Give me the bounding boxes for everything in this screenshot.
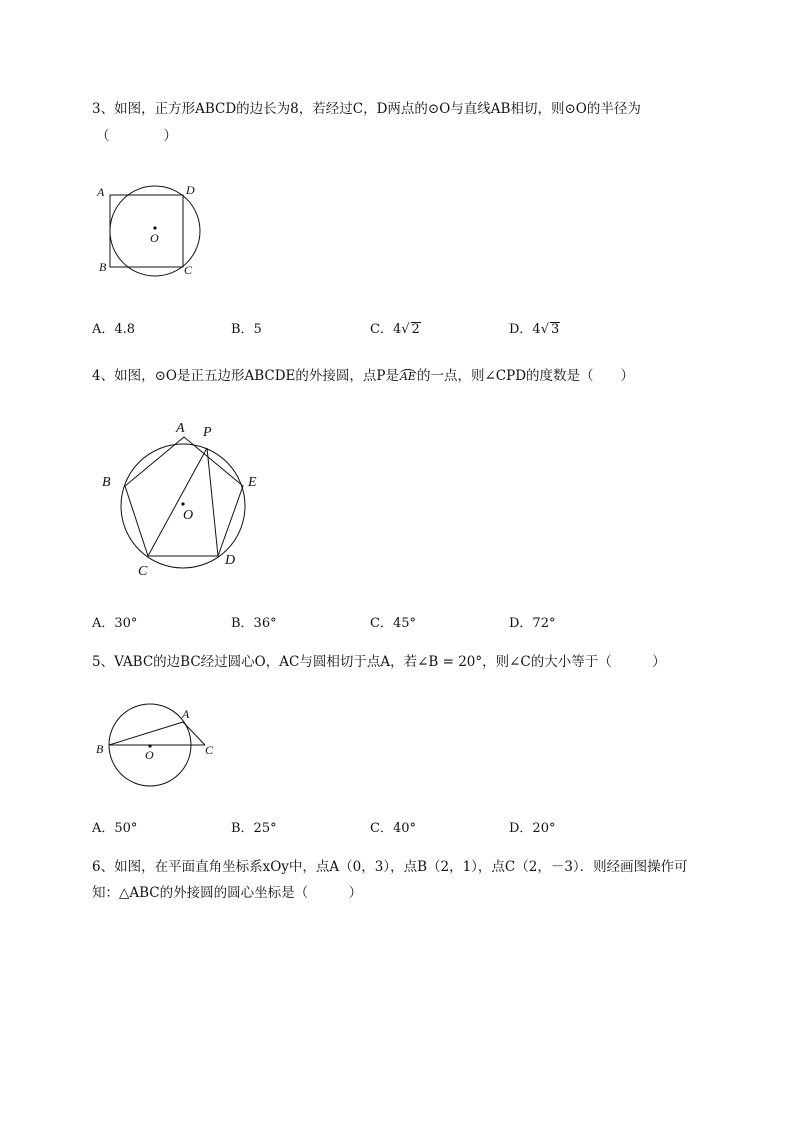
q3-option-b[interactable]: B．5 (231, 322, 262, 337)
q4-circle-o (121, 444, 245, 568)
q4-pentagon-abcde (125, 437, 243, 556)
q4-option-a[interactable]: A．30° (92, 616, 138, 631)
q4-options (92, 612, 732, 632)
q4-label-e: E (248, 475, 257, 490)
q5-label-c: C (205, 743, 214, 757)
q5-label-b: B (96, 742, 104, 756)
q4-label-o: O (183, 508, 194, 523)
q3-options (92, 318, 732, 338)
q4-center-dot (181, 502, 184, 505)
q3-label-o: O (150, 231, 159, 245)
q4-label-b: B (102, 475, 111, 490)
q3-stem-line2: （ ） (96, 128, 177, 144)
q5-segment-ba (109, 722, 183, 745)
q4-label-a: A (176, 421, 185, 436)
q4-arc-ae: AE (399, 370, 416, 383)
q5-options (92, 817, 732, 837)
q3-label-d: D (186, 183, 195, 197)
q5-figure (92, 700, 227, 790)
q4-label-p: P (203, 425, 212, 440)
q3-square-abcd (110, 195, 183, 267)
q3-label-c: C (184, 263, 193, 277)
q5-option-d[interactable]: D．20° (509, 821, 556, 836)
q4-option-c[interactable]: C．45° (370, 616, 416, 631)
q4-figure (98, 418, 268, 583)
q3-stem-line1: 3、如图，正方形ABCD的边长为8，若经过C，D两点的⊙O与直线AB相切，则⊙O的半径为 (92, 101, 641, 117)
q3-option-c[interactable]: C．4√ 2 (370, 322, 420, 337)
q3-center-dot (153, 226, 156, 229)
q3-figure (90, 178, 220, 278)
q5-segment-ac (183, 722, 205, 745)
q5-stem-line1: 5、VABC的边BC经过圆心O，AC与圆相切于点A，若∠B = 20°，则∠C的大小等于（ ） (92, 654, 666, 670)
q5-option-b[interactable]: B．25° (231, 821, 277, 836)
q4-label-d: D (225, 553, 236, 568)
q3-option-d[interactable]: D．4√ 3 (509, 322, 560, 337)
q6-stem-line2: 知：△ABC的外接圆的圆心坐标是（ ） (92, 885, 363, 901)
q5-label-a: A (182, 707, 190, 721)
q3-option-a[interactable]: A．4.8 (92, 322, 136, 337)
q5-label-o: O (145, 748, 154, 762)
q5-option-a[interactable]: A．50° (92, 821, 138, 836)
q3-label-b: B (99, 260, 107, 274)
q3-label-a: A (97, 185, 105, 199)
q4-option-d[interactable]: D．72° (509, 616, 556, 631)
q5-option-c[interactable]: C．40° (370, 821, 416, 836)
q4-stem-line1: 4、如图，⊙O是正五边形ABCDE的外接圆，点P是AE的一点，则∠CPD的度数是（ ） (92, 368, 635, 384)
q4-option-b[interactable]: B．36° (231, 616, 277, 631)
q6-stem-line1: 6、如图，在平面直角坐标系xOy中，点A（0，3），点B（2，1），点C（2，－3）．则经画图操作可 (92, 859, 688, 875)
q4-label-c: C (138, 564, 148, 579)
q4-segment-pc (148, 448, 207, 556)
